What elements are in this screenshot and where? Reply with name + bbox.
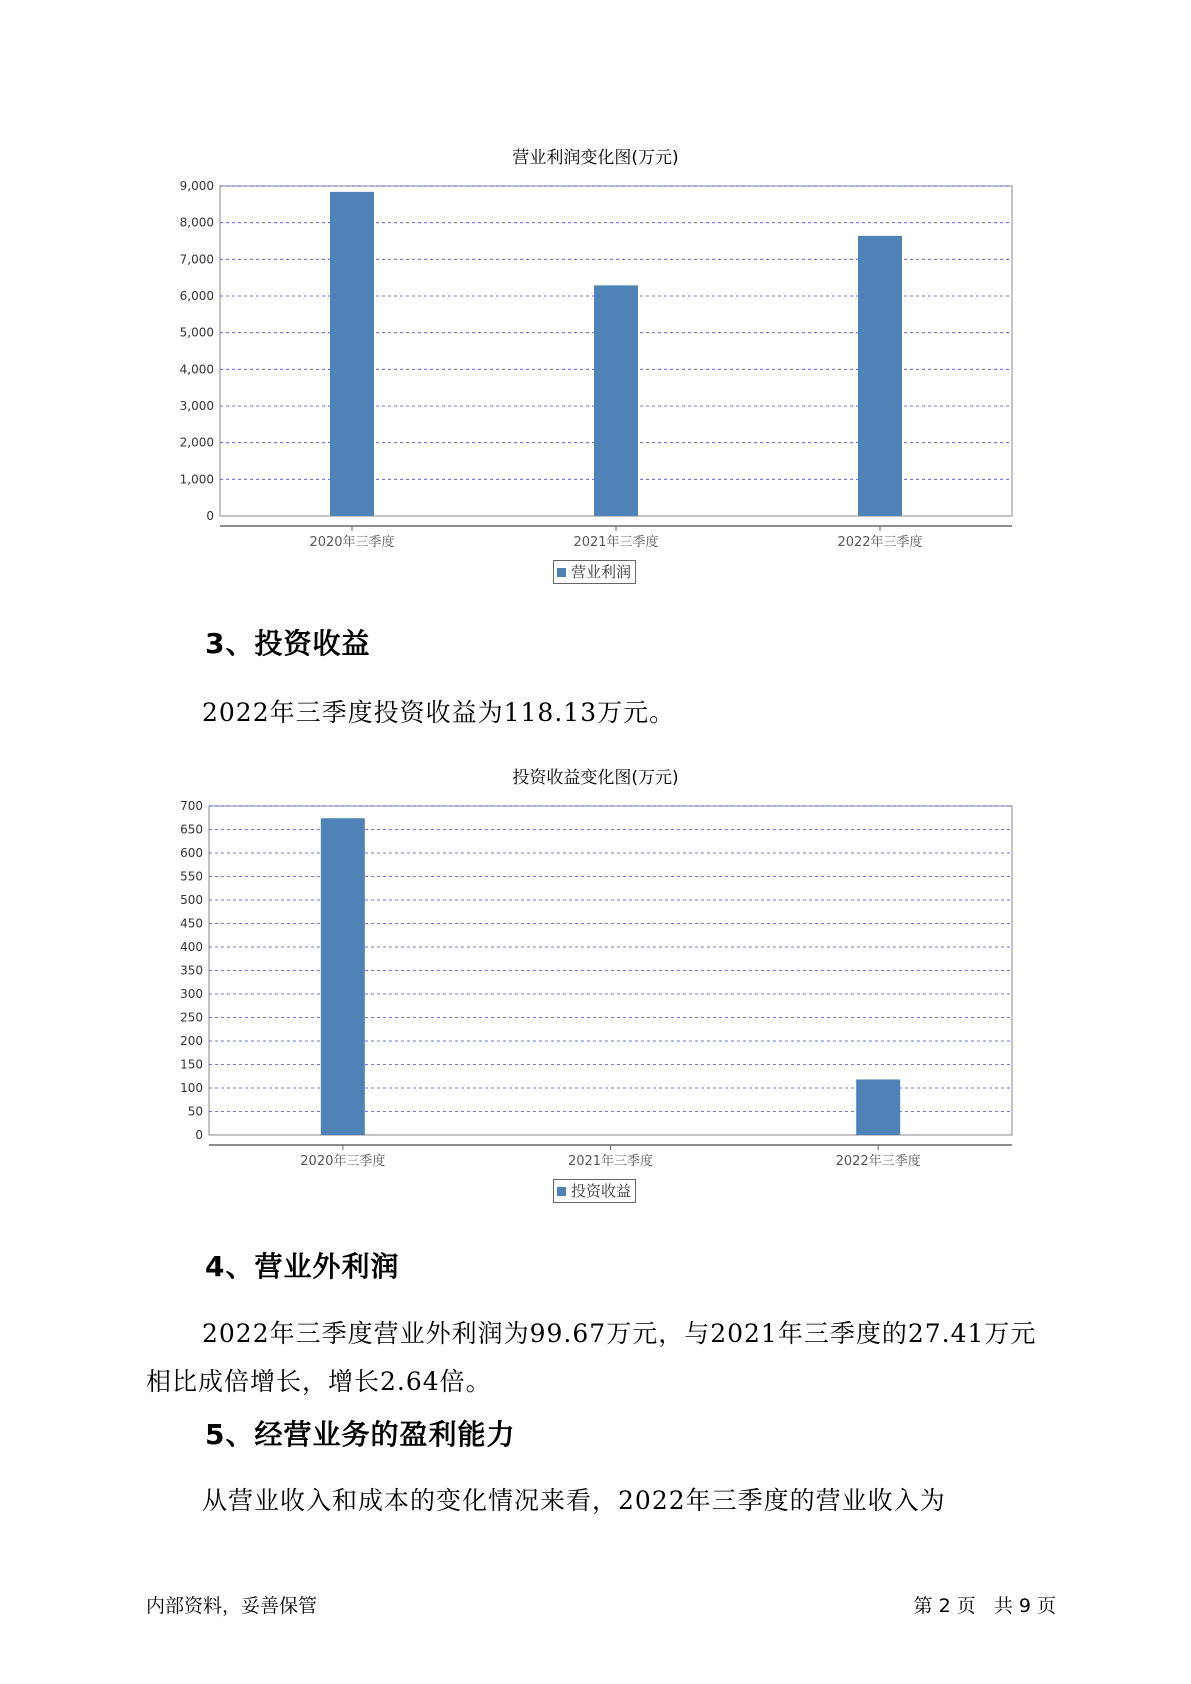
- chart2-y-tick-label: 300: [180, 987, 203, 1001]
- chart1-legend-label: 营业利润: [571, 562, 632, 581]
- chart1-y-tick-label: 8,000: [179, 215, 214, 230]
- section4-paragraph-line2: 相比成倍增长，增长2.64倍。: [146, 1367, 492, 1396]
- section5-heading: 5、经营业务的盈利能力: [205, 1418, 516, 1451]
- footer-confidential-note: 内部资料，妥善保管: [146, 1595, 318, 1617]
- section4-paragraph-line1: 2022年三季度营业外利润为99.67万元，与2021年三季度的27.41万元: [202, 1319, 1037, 1348]
- chart2-y-tick-label: 150: [180, 1057, 203, 1072]
- chart2-y-tick-label: 200: [180, 1034, 203, 1048]
- chart1-y-tick-label: 6,000: [179, 289, 214, 303]
- chart1-x-tick-label: 2020年三季度: [309, 535, 395, 550]
- chart2-x-tick-label: 2020年三季度: [300, 1154, 386, 1169]
- chart1-y-tick-label: 7,000: [179, 252, 214, 267]
- chart1-y-tick-label: 1,000: [179, 472, 214, 487]
- chart1-y-tick-label: 5,000: [179, 325, 214, 340]
- section5-paragraph: 从营业收入和成本的变化情况来看，2022年三季度的营业收入为: [202, 1486, 946, 1515]
- chart2-legend-label: 投资收益: [571, 1181, 632, 1200]
- chart2-bar: [856, 1079, 900, 1135]
- chart2-y-tick-label: 450: [180, 916, 203, 931]
- legend-swatch: [557, 1187, 566, 1196]
- chart1-y-tick-label: 4,000: [179, 362, 214, 377]
- chart1-y-tick-label: 3,000: [179, 399, 214, 413]
- chart2-y-tick-label: 100: [180, 1081, 203, 1095]
- chart2-x-tick-label: 2021年三季度: [567, 1154, 654, 1169]
- chart2-y-tick-label: 700: [180, 799, 203, 813]
- chart2-y-tick-label: 250: [180, 1010, 203, 1025]
- chart2-y-tick-label: 550: [180, 869, 203, 884]
- chart1-y-tick-label: 2,000: [179, 435, 214, 450]
- chart2-legend: [553, 1179, 636, 1203]
- chart1-x-tick-label: 2022年三季度: [837, 535, 923, 550]
- footer-page-number: 第 2 页 共 9 页: [913, 1595, 1056, 1617]
- chart2-y-tick-label: 350: [180, 963, 203, 978]
- chart2-y-tick-label: 0: [195, 1128, 203, 1142]
- chart1-y-tick-label: 0: [206, 509, 214, 523]
- chart2-y-tick-label: 650: [180, 822, 203, 837]
- chart2-y-tick-label: 50: [187, 1104, 203, 1119]
- chart2-x-tick-label: 2022年三季度: [835, 1154, 921, 1169]
- chart1-x-tick-label: 2021年三季度: [573, 535, 659, 550]
- chart2-title: 投资收益变化图(万元): [512, 768, 679, 788]
- section3-paragraph: 2022年三季度投资收益为118.13万元。: [202, 698, 676, 727]
- section3-heading: 3、投资收益: [205, 627, 371, 660]
- chart2-y-tick-label: 500: [180, 893, 203, 907]
- section4-heading: 4、营业外利润: [205, 1250, 400, 1283]
- chart2-y-tick-label: 400: [180, 940, 203, 954]
- chart2-y-tick-label: 600: [180, 846, 203, 860]
- chart1-y-tick-label: 9,000: [179, 179, 214, 193]
- chart2-bar: [321, 818, 365, 1135]
- chart1-title: 营业利润变化图(万元): [512, 148, 679, 168]
